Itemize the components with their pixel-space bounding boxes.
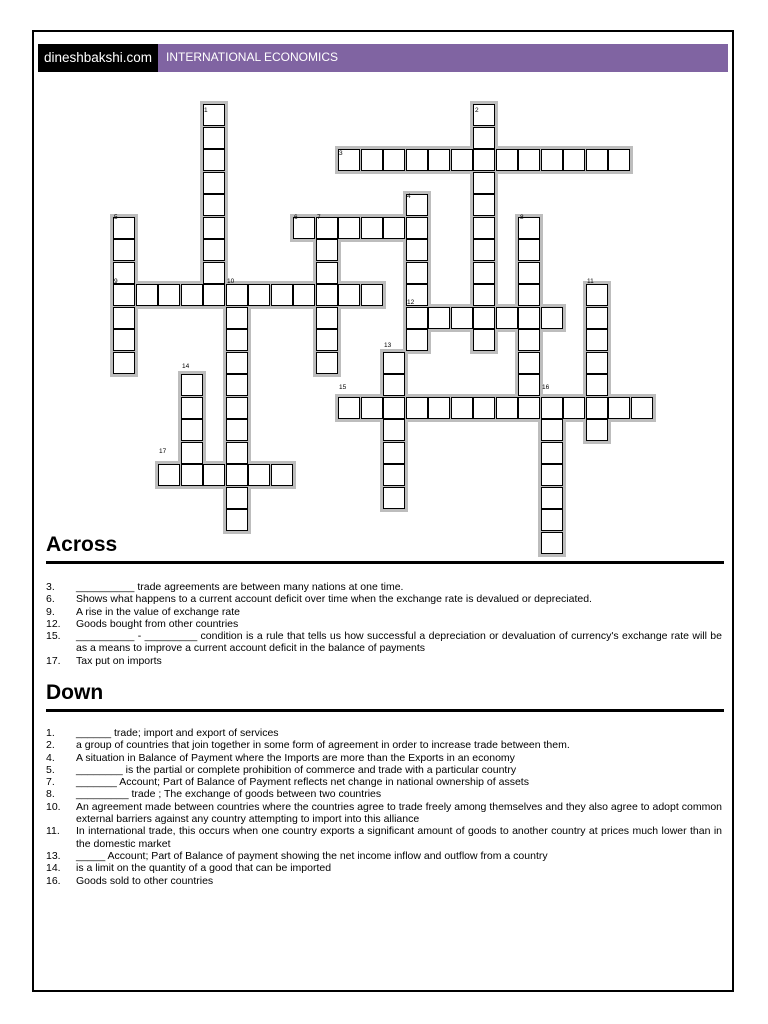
crossword-cell[interactable] <box>541 397 563 419</box>
crossword-cell[interactable] <box>361 397 383 419</box>
clue-text: Goods bought from other countries <box>76 617 239 630</box>
crossword-cell[interactable] <box>451 307 473 329</box>
crossword-cell[interactable] <box>113 239 135 261</box>
crossword-cell[interactable] <box>631 397 653 419</box>
crossword-cell[interactable] <box>541 509 563 531</box>
crossword-cell[interactable] <box>226 442 248 464</box>
crossword-cell[interactable] <box>608 397 630 419</box>
crossword-cell[interactable] <box>226 374 248 396</box>
clue-number: 12. <box>46 617 61 630</box>
clue-text: __________ - _________ condition is a rule that tells us how successful a depreciation or devaluation of currency's exchange rate will be as a means to improve a current account deficit in the balance of payments <box>76 630 722 655</box>
clue-number-17: 17 <box>159 448 167 455</box>
crossword-cell[interactable] <box>181 419 203 441</box>
site-brand: dineshbakshi.com <box>38 44 158 72</box>
crossword-cell[interactable] <box>226 397 248 419</box>
crossword-cell[interactable] <box>518 352 540 374</box>
crossword-cell[interactable] <box>316 307 338 329</box>
crossword-cell[interactable] <box>181 284 203 306</box>
crossword-cell[interactable] <box>158 284 180 306</box>
crossword-cell[interactable] <box>203 172 225 194</box>
crossword-cell[interactable] <box>541 419 563 441</box>
crossword-cell[interactable] <box>203 239 225 261</box>
clue-text: ________ is the partial or complete prohibition of commerce and trade with a particular country <box>76 763 517 776</box>
crossword-cell[interactable] <box>518 307 540 329</box>
page-title: INTERNATIONAL ECONOMICS <box>166 50 339 64</box>
crossword-cell[interactable] <box>338 284 360 306</box>
crossword-cell[interactable] <box>383 217 405 239</box>
clue-number-12: 12 <box>407 299 415 306</box>
clue-number-15: 15 <box>339 384 347 391</box>
crossword-cell[interactable] <box>383 149 405 171</box>
clue-down-4 <box>46 752 722 764</box>
crossword-cell[interactable] <box>316 284 338 306</box>
down-divider <box>46 709 724 712</box>
crossword-cell[interactable] <box>181 442 203 464</box>
crossword-cell[interactable] <box>496 149 518 171</box>
crossword-cell[interactable] <box>496 397 518 419</box>
crossword-cell[interactable] <box>541 442 563 464</box>
clue-text: __________ trade agreements are between many nations at one time. <box>76 581 404 593</box>
crossword-cell[interactable] <box>473 329 495 351</box>
crossword-cell[interactable] <box>518 149 540 171</box>
crossword-cell[interactable] <box>586 284 608 306</box>
crossword-cell[interactable] <box>226 487 248 509</box>
clue-number-14: 14 <box>182 363 190 370</box>
crossword-cell[interactable] <box>406 307 428 329</box>
crossword-cell[interactable] <box>383 487 405 509</box>
crossword-cell[interactable] <box>338 217 360 239</box>
clue-text: ______ trade; import and export of services <box>76 727 279 739</box>
clue-number-5: 5 <box>114 214 118 221</box>
across-clue-list <box>46 581 722 667</box>
crossword-cell[interactable] <box>383 464 405 486</box>
crossword-cell[interactable] <box>406 397 428 419</box>
clue-down-1 <box>46 727 722 739</box>
crossword-cell[interactable] <box>226 509 248 531</box>
crossword-cell[interactable] <box>226 307 248 329</box>
crossword-cell[interactable] <box>541 307 563 329</box>
clue-number: 6. <box>46 593 55 606</box>
clue-number-3: 3 <box>339 150 343 157</box>
crossword-cell[interactable] <box>226 284 248 306</box>
crossword-cell[interactable] <box>586 352 608 374</box>
crossword-cell[interactable] <box>203 464 225 486</box>
clue-number: 7. <box>46 776 55 789</box>
clue-text: is a limit on the quantity of a good that can be imported <box>76 862 332 875</box>
crossword-cell[interactable] <box>473 307 495 329</box>
clue-number: 13. <box>46 849 61 862</box>
crossword-cell[interactable] <box>473 172 495 194</box>
crossword-cell[interactable] <box>203 262 225 284</box>
crossword-cell[interactable] <box>113 352 135 374</box>
clue-across-3 <box>46 581 722 593</box>
crossword-cell[interactable] <box>113 329 135 351</box>
crossword-cell[interactable] <box>316 262 338 284</box>
clue-text: _____ Account; Part of Balance of payment showing the net income inflow and outflow from a country <box>76 849 548 862</box>
crossword-cell[interactable] <box>181 397 203 419</box>
crossword-cell[interactable] <box>428 149 450 171</box>
clue-number-11: 11 <box>587 278 594 285</box>
clue-down-2 <box>46 739 722 751</box>
crossword-cell[interactable] <box>586 419 608 441</box>
clue-down-13 <box>46 850 722 862</box>
crossword-cell[interactable] <box>518 239 540 261</box>
crossword-cell[interactable] <box>406 149 428 171</box>
crossword-cell[interactable] <box>203 284 225 306</box>
crossword-cell[interactable] <box>383 397 405 419</box>
down-clue-list <box>46 727 722 887</box>
clue-text: An agreement made between countries where the countries agree to trade freely among themselves and they also agree to adopt common external barriers against any country attempting to import into this alliance <box>76 800 722 826</box>
clue-number: 5. <box>46 763 55 776</box>
crossword-cell[interactable] <box>406 262 428 284</box>
clue-number-4: 4 <box>407 193 411 200</box>
clue-number-10: 10 <box>227 278 235 285</box>
clue-number: 14. <box>46 862 61 875</box>
clue-number-7: 7 <box>317 214 321 221</box>
crossword-cell[interactable] <box>451 149 473 171</box>
clue-text: A rise in the value of exchange rate <box>76 605 241 618</box>
crossword-cell[interactable] <box>496 307 518 329</box>
clue-across-12 <box>46 618 722 630</box>
crossword-cell[interactable] <box>203 194 225 216</box>
clue-number-16: 16 <box>542 384 550 391</box>
crossword-cell[interactable] <box>406 239 428 261</box>
clue-number: 10. <box>46 800 61 813</box>
crossword-cell[interactable] <box>226 419 248 441</box>
across-divider <box>46 561 724 564</box>
crossword-cell[interactable] <box>361 284 383 306</box>
crossword-cell[interactable] <box>563 397 585 419</box>
crossword-cell[interactable] <box>226 352 248 374</box>
crossword-cell[interactable] <box>473 397 495 419</box>
clue-number: 3. <box>46 581 55 593</box>
crossword-cell[interactable] <box>271 464 293 486</box>
crossword-cell[interactable] <box>316 352 338 374</box>
crossword-cell[interactable] <box>451 397 473 419</box>
crossword-cell[interactable] <box>271 284 293 306</box>
clue-number-1: 1 <box>204 107 208 114</box>
crossword-cell[interactable] <box>316 239 338 261</box>
crossword-cell[interactable] <box>203 149 225 171</box>
crossword-cell[interactable] <box>473 262 495 284</box>
crossword-cell[interactable] <box>586 329 608 351</box>
crossword-cell[interactable] <box>586 307 608 329</box>
clue-down-7 <box>46 776 722 788</box>
crossword-cell[interactable] <box>428 397 450 419</box>
crossword-cell[interactable] <box>181 464 203 486</box>
clue-number-2: 2 <box>475 107 479 114</box>
clue-down-10 <box>46 801 722 826</box>
crossword-cell[interactable] <box>541 532 563 554</box>
crossword-cell[interactable] <box>473 127 495 149</box>
crossword-cell[interactable] <box>203 127 225 149</box>
crossword-cell[interactable] <box>541 464 563 486</box>
clue-down-11 <box>46 825 722 850</box>
clue-down-5 <box>46 764 722 776</box>
crossword-cell[interactable] <box>383 442 405 464</box>
clue-number-9: 9 <box>114 278 118 285</box>
clue-across-9 <box>46 606 722 618</box>
clue-text: _________ trade ; The exchange of goods between two countries <box>76 788 382 801</box>
clue-number: 9. <box>46 605 55 618</box>
crossword-cell[interactable] <box>473 149 495 171</box>
crossword-cell[interactable] <box>586 374 608 396</box>
crossword-cell[interactable] <box>518 374 540 396</box>
clue-down-14 <box>46 862 722 874</box>
clue-number: 16. <box>46 874 61 887</box>
clue-across-17 <box>46 655 722 667</box>
crossword-cell[interactable] <box>473 194 495 216</box>
clue-down-16 <box>46 875 722 887</box>
clue-text: a group of countries that join together in some form of agreement in order to increase trade between them. <box>76 739 570 752</box>
crossword-cell[interactable] <box>473 217 495 239</box>
crossword-cell[interactable] <box>383 419 405 441</box>
across-heading: Across <box>46 533 118 556</box>
clue-number: 4. <box>46 751 55 764</box>
crossword-cell[interactable] <box>383 374 405 396</box>
crossword-cell[interactable] <box>473 239 495 261</box>
crossword-cell[interactable] <box>158 464 180 486</box>
crossword-cell[interactable] <box>136 284 158 306</box>
clue-number: 17. <box>46 654 61 667</box>
crossword-cell[interactable] <box>226 329 248 351</box>
crossword-cell[interactable] <box>563 149 585 171</box>
crossword-cell[interactable] <box>608 149 630 171</box>
crossword-cell[interactable] <box>518 284 540 306</box>
crossword-cell[interactable] <box>361 217 383 239</box>
clue-number-8: 8 <box>520 214 524 221</box>
crossword-cell[interactable] <box>113 284 135 306</box>
crossword-cell[interactable] <box>518 262 540 284</box>
clue-text: A situation in Balance of Payment where the Imports are more than the Exports in an economy <box>76 751 515 764</box>
crossword-cell[interactable] <box>518 397 540 419</box>
clue-number: 8. <box>46 788 55 801</box>
clue-number: 2. <box>46 739 55 752</box>
crossword-cell[interactable] <box>248 284 270 306</box>
clue-text: _______ Account; Part of Balance of Payment reflects net change in national ownership of assets <box>76 776 529 789</box>
clue-number-6: 6 <box>294 214 298 221</box>
crossword-cell[interactable] <box>406 217 428 239</box>
clue-across-6 <box>46 593 722 605</box>
crossword-cell[interactable] <box>428 307 450 329</box>
crossword-cell[interactable] <box>361 149 383 171</box>
clue-text: Tax put on imports <box>76 654 162 667</box>
clue-down-8 <box>46 788 722 800</box>
clue-text: Shows what happens to a current account deficit over time when the exchange rate is devalued or depreciated. <box>76 593 592 606</box>
crossword-cell[interactable] <box>181 374 203 396</box>
crossword-cell[interactable] <box>473 284 495 306</box>
crossword-cell[interactable] <box>338 397 360 419</box>
crossword-cell[interactable] <box>406 329 428 351</box>
clue-number: 1. <box>46 727 55 739</box>
crossword-cell[interactable] <box>113 307 135 329</box>
clue-number: 11. <box>46 825 60 838</box>
crossword-cell[interactable] <box>383 352 405 374</box>
clue-across-15 <box>46 630 722 655</box>
crossword-cell[interactable] <box>226 464 248 486</box>
crossword-cell[interactable] <box>248 464 270 486</box>
crossword-cell[interactable] <box>316 329 338 351</box>
clue-text: In international trade, this occurs when one country exports a significant amount of goods to another country at prices much lower than in the domestic market <box>76 825 722 850</box>
clue-text: Goods sold to other countries <box>76 874 214 887</box>
clue-number: 15. <box>46 630 61 643</box>
crossword-cell[interactable] <box>586 397 608 419</box>
down-heading: Down <box>46 681 104 704</box>
crossword-cell[interactable] <box>518 329 540 351</box>
crossword-cell[interactable] <box>203 217 225 239</box>
crossword-cell[interactable] <box>586 149 608 171</box>
clue-number-13: 13 <box>384 342 392 349</box>
crossword-cell[interactable] <box>293 284 315 306</box>
crossword-cell[interactable] <box>541 487 563 509</box>
crossword-cell[interactable] <box>541 149 563 171</box>
